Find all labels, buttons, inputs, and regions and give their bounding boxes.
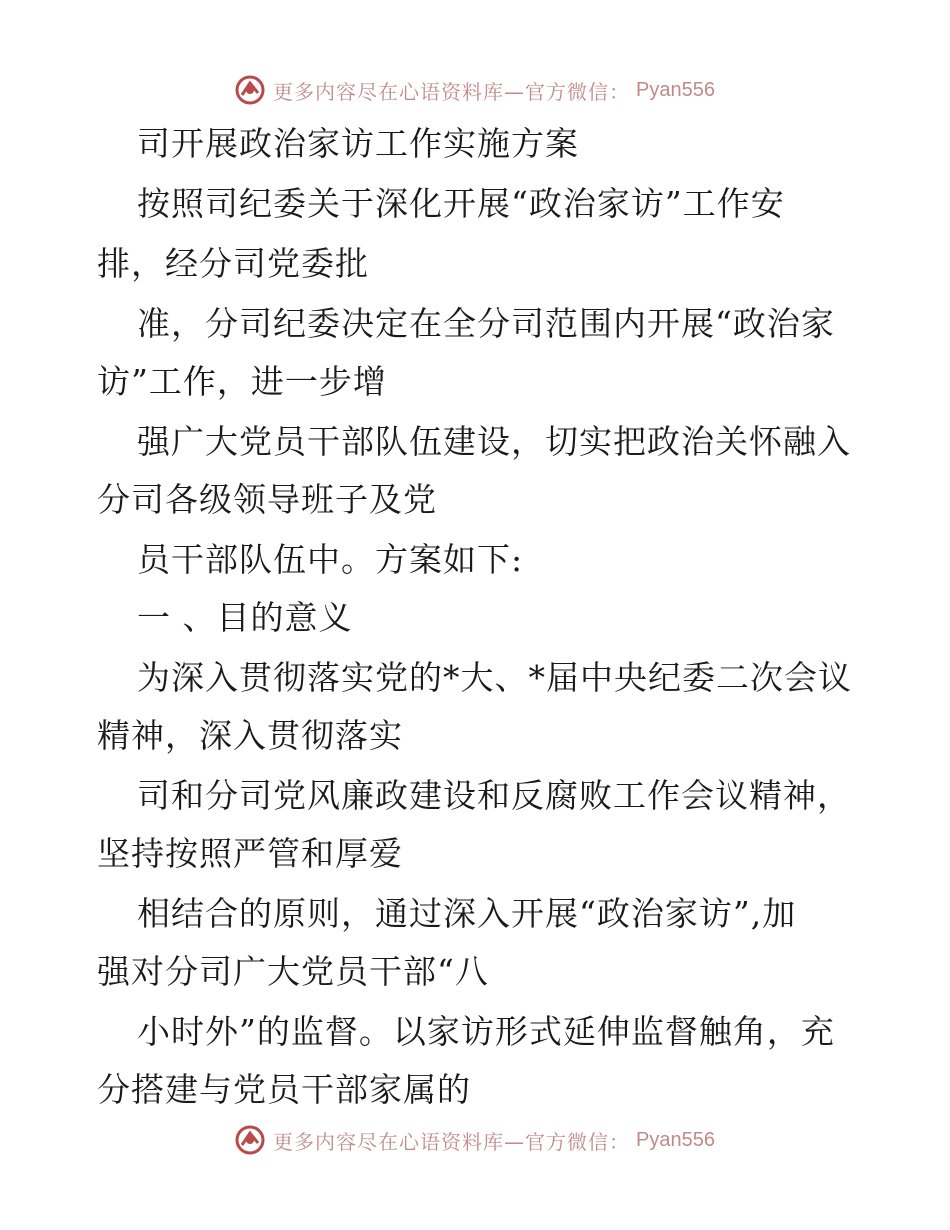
watermark-wechat-id: Pyan556 [636, 78, 715, 101]
watermark-footer [233, 1122, 715, 1158]
text-line: 按照司纪委关于深化开展“政治家访”工作安 [137, 184, 785, 223]
text-line: 为深入贯彻落实党的*大、*届中央纪委二次会议 [137, 658, 852, 697]
text-line: 强广大党员干部队伍建设，切实把政治关怀融入 [137, 422, 851, 461]
text-line: 精神，深入贯彻落实 [97, 716, 403, 755]
brand-logo-icon [233, 1123, 267, 1157]
text-line: 相结合的原则，通过深入开展“政治家访”,加 [137, 894, 797, 933]
section-heading: 一 、目的意义 [137, 598, 353, 637]
brand-logo-icon [233, 73, 267, 107]
watermark-wechat-id: Pyan556 [636, 1128, 715, 1151]
text-line: 司和分司党风廉政建设和反腐败工作会议精神， [137, 776, 851, 815]
text-line: 小时外”的监督。以家访形式延伸监督触角，充 [137, 1012, 835, 1051]
text-line: 访”工作，进一步增 [97, 362, 387, 401]
text-line: 准，分司纪委决定在全分司范围内开展“政治家 [137, 304, 835, 343]
document-title: 司开展政治家访工作实施方案 [137, 124, 579, 163]
watermark-text: 更多内容尽在心语资料库—官方微信： [273, 1129, 630, 1154]
text-line: 强对分司广大党员干部“八 [97, 952, 489, 991]
text-line: 坚持按照严管和厚爱 [97, 834, 403, 873]
text-line: 分司各级领导班子及党 [97, 480, 437, 519]
text-line: 分搭建与党员干部家属的 [97, 1070, 471, 1109]
watermark-text: 更多内容尽在心语资料库—官方微信： [273, 79, 630, 104]
watermark-header [233, 72, 715, 108]
text-line: 排，经分司党委批 [97, 244, 369, 283]
text-line: 员干部队伍中。方案如下: [137, 540, 524, 579]
